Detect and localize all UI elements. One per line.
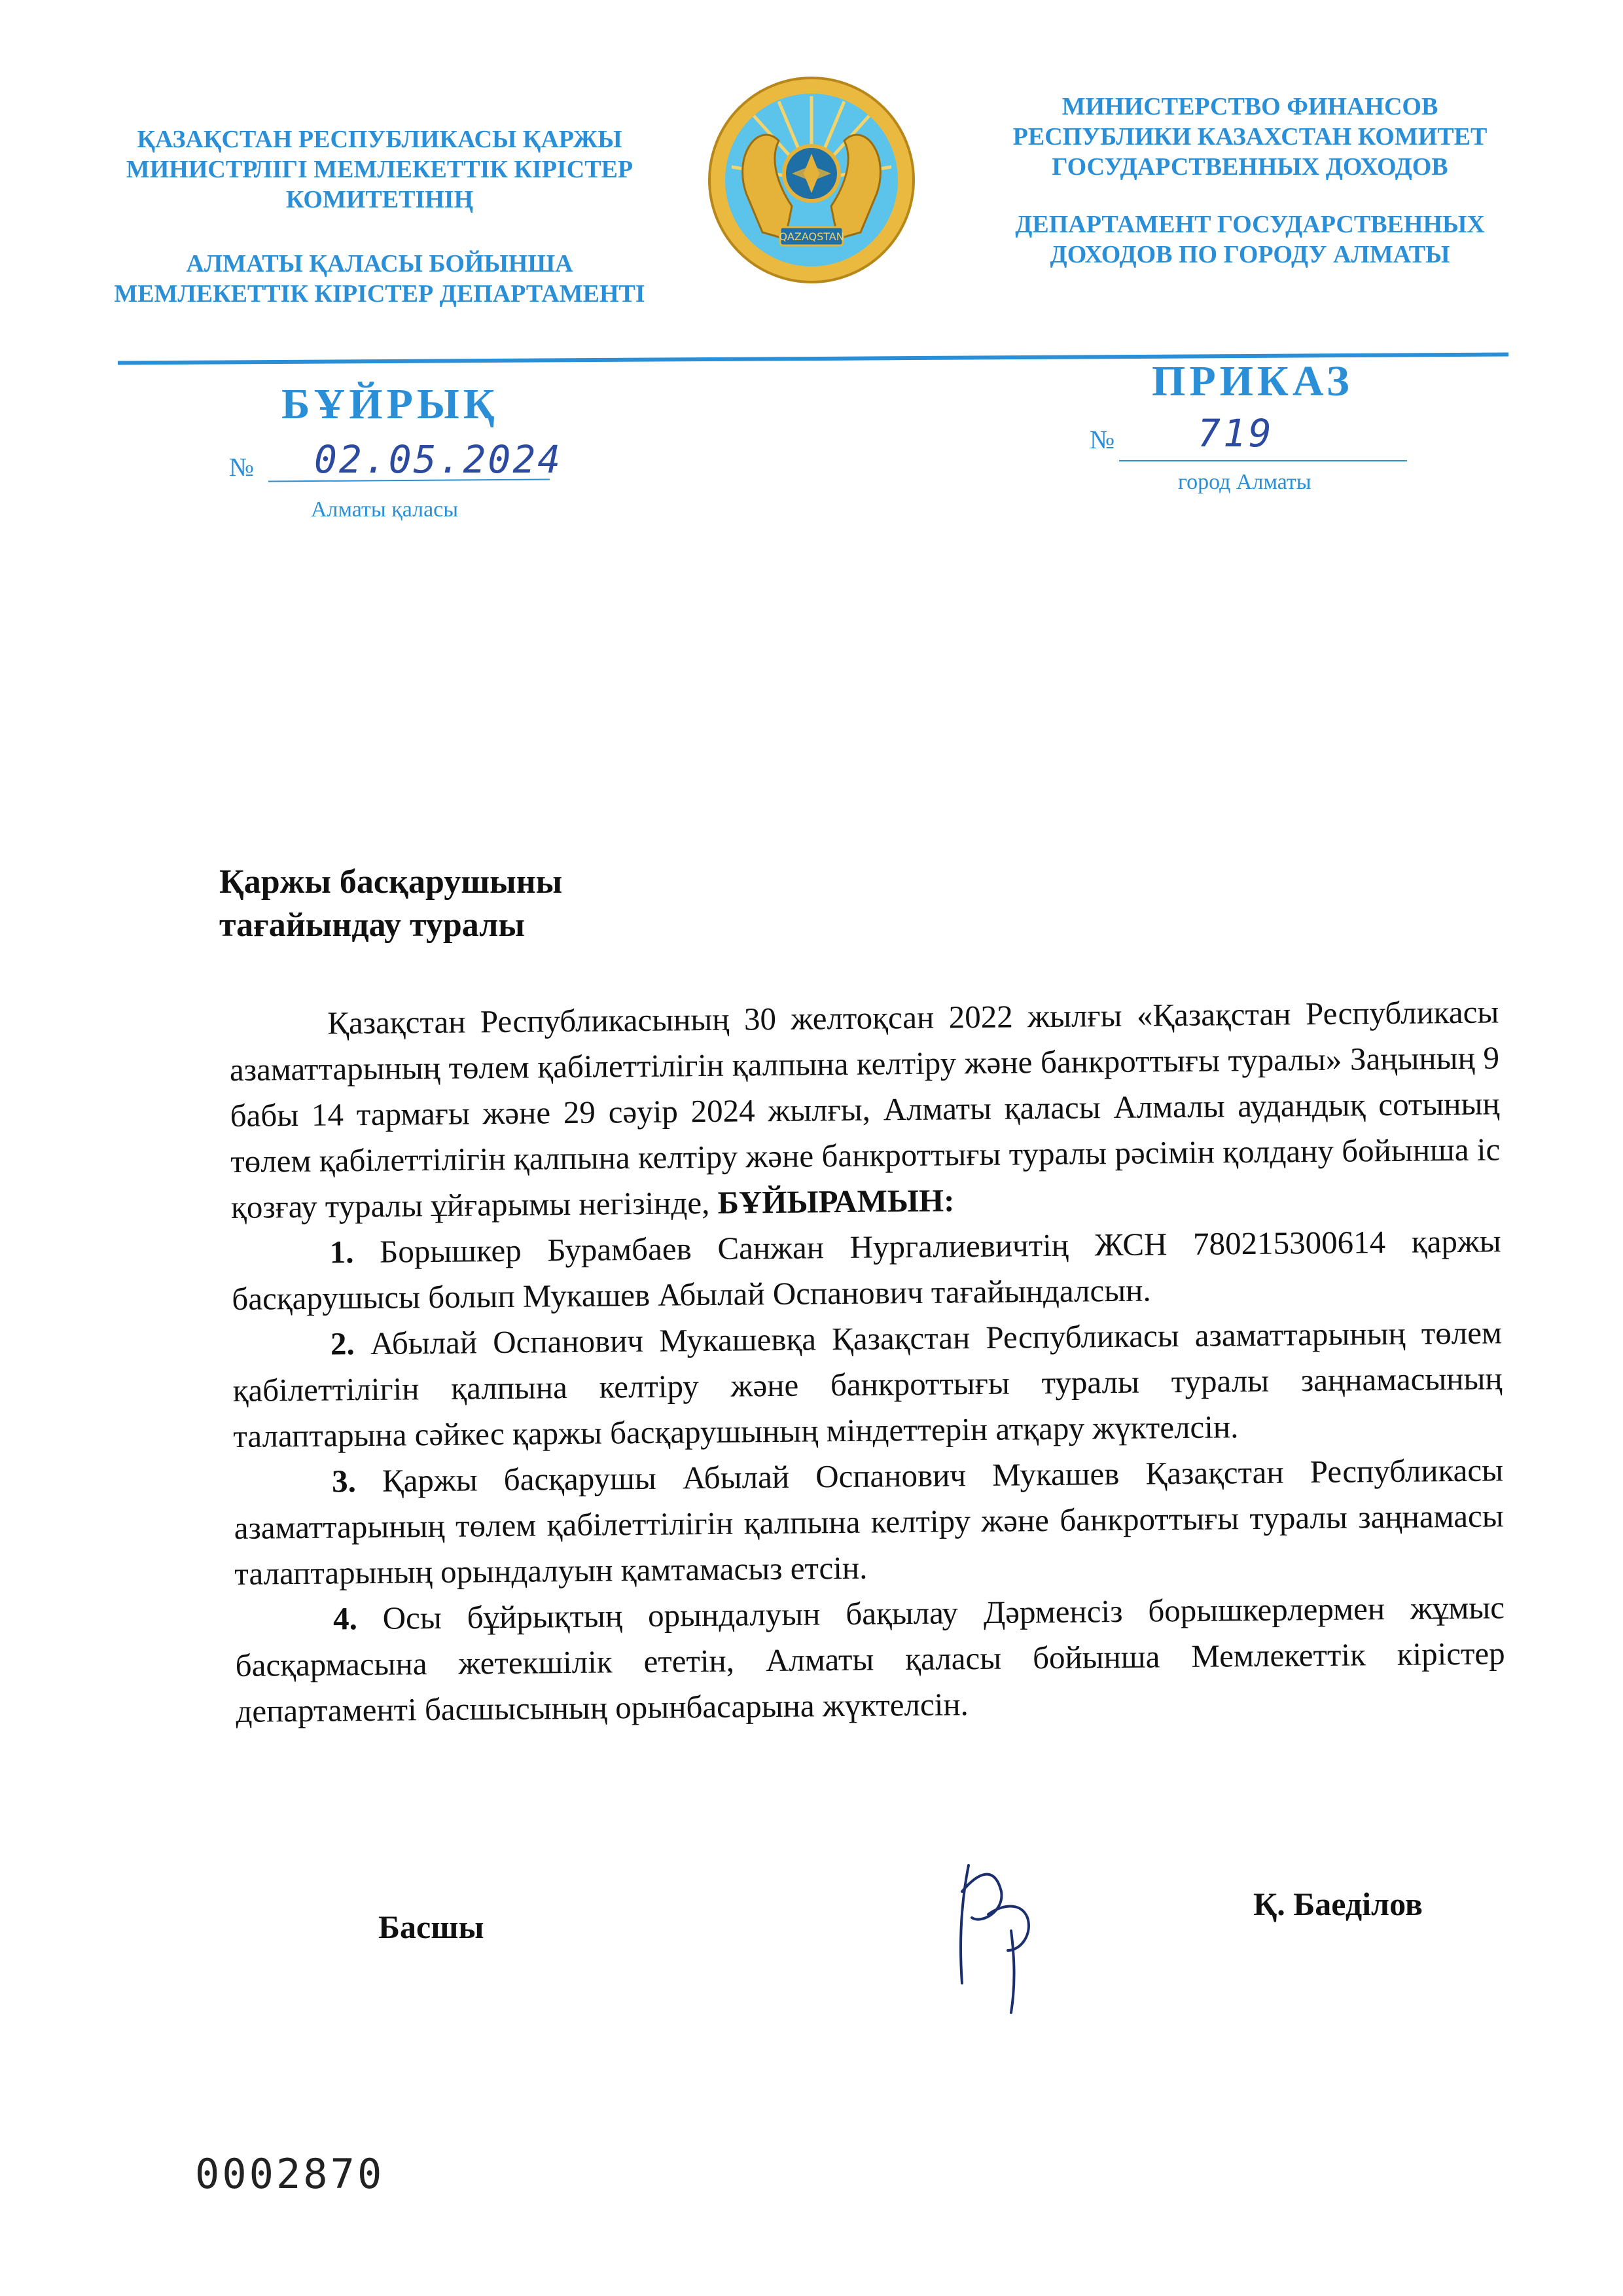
order-body <box>229 989 1506 1734</box>
emblem-text: QAZAQSTAN <box>779 230 844 243</box>
place-ru: город Алматы <box>1178 470 1311 494</box>
handwritten-signature-icon <box>942 1852 1060 2022</box>
registration-number: 0002870 <box>195 2150 385 2198</box>
kz-number-sign: № <box>229 452 255 482</box>
header-ru-department: ДЕПАРТАМЕНТ ГОСУДАРСТВЕННЫХ ДОХОДОВ ПО ГОРОДУ АЛМАТЫ <box>1015 211 1485 268</box>
order-date: 02.05.2024 <box>314 437 563 482</box>
item-text: Абылай Оспанович Мукашевқа Қазақстан Республикасы азаматтарының төлем қабілеттілігін қалпына келтіру және банкроттығы туралы туралы заңнамасының талаптарына сәйкес қаржы басқарушының міндеттерін атқару жүктелсін. <box>232 1314 1503 1454</box>
preamble-text: Қазақстан Республикасының 30 желтоқсан 2022 жылғы «Қазақстан Республикасы азаматтарының төлем қабілеттілігін қалпына келтіру және банкроттығы туралы» Заңының 9 бабы 14 тармағы және 29 сәуір 2024 жылғы, Алматы қаласы Алмалы аудандық сотының төлем қабілеттілігін қалпына келтіру және банкроттығы туралы рәсімін қолдану бойынша іс қозғау туралы ұйғарымы негізінде, <box>229 994 1501 1225</box>
header-kz-department: АЛМАТЫ ҚАЛАСЫ БОЙЫНША МЕМЛЕКЕТТІК КІРІСТЕР ДЕПАРТАМЕНТІ <box>114 250 645 308</box>
item-number: 2. <box>330 1325 355 1362</box>
order-subject <box>219 861 562 947</box>
order-title-ru: ПРИКАЗ <box>1152 357 1353 405</box>
order-item <box>235 1585 1506 1734</box>
item-text: Борышкер Бурамбаев Санжан Нургалиевичтің ЖСН 780215300614 қаржы басқарушысы болып Мукашев Абылай Оспанович тағайындалсын. <box>232 1223 1501 1317</box>
order-item <box>231 1218 1501 1322</box>
item-text: Қаржы басқарушы Абылай Оспанович Мукашев Қазақстан Республикасы азаматтарының төлем қабілеттілігін қалпына келтіру және банкроттығы туралы заңнамасы талаптарының орындалуын қамтамасыз етсін. <box>234 1452 1504 1592</box>
item-number: 3. <box>331 1463 357 1499</box>
order-title-kz: БҰЙРЫҚ <box>281 380 499 428</box>
header-kz-ministry: ҚАЗАҚСТАН РЕСПУБЛИКАСЫ ҚАРЖЫ МИНИСТРЛІГІ МЕМЛЕКЕТТІК КІРІСТЕР КОМИТЕТІНІҢ <box>126 126 633 213</box>
order-item <box>234 1447 1505 1597</box>
order-number: 719 <box>1198 411 1274 456</box>
preamble-paragraph <box>229 989 1501 1230</box>
header-ru-ministry: МИНИСТЕРСТВО ФИНАНСОВ РЕСПУБЛИКИ КАЗАХСТАН КОМИТЕТ ГОСУДАРСТВЕННЫХ ДОХОДОВ <box>1012 93 1488 181</box>
ru-number-underline <box>1119 460 1407 461</box>
item-number: 1. <box>329 1234 354 1270</box>
order-item <box>232 1310 1503 1460</box>
subject-line-2: тағайындау туралы <box>219 906 525 944</box>
order-word: БҰЙЫРАМЫН: <box>717 1182 955 1221</box>
item-number: 4. <box>332 1600 358 1637</box>
state-emblem-icon <box>707 75 916 285</box>
ru-number-sign: № <box>1090 425 1115 454</box>
signatory-title: Басшы <box>378 1909 484 1945</box>
subject-line-1: Қаржы басқарушыны <box>219 863 563 901</box>
signatory-name: Қ. Баеділов <box>1253 1886 1423 1922</box>
item-text: Осы бұйрықтың орындалуын бақылау Дәрменсіз борышкерлермен жұмыс басқармасына жетекшілік ететін, Алматы қаласы бойынша Мемлекеттік кірістер департаменті басшысының орынбасарына жүктелсін. <box>235 1589 1505 1729</box>
place-kz: Алматы қаласы <box>311 497 459 522</box>
